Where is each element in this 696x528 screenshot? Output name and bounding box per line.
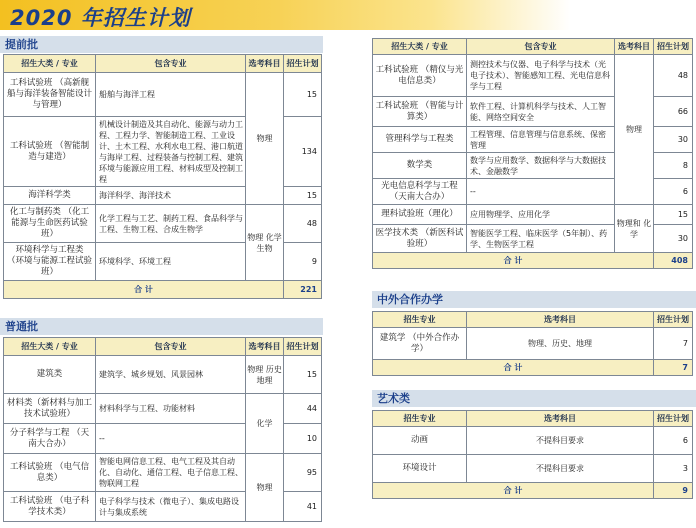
col-header-subjects: 选考科目: [615, 39, 654, 55]
category-cell: 环境科学与工程类 （环境与能源工程试验班）: [4, 243, 96, 281]
total-row: [4, 281, 322, 299]
plan-cell: 9: [284, 243, 322, 281]
table-header-row: [4, 338, 322, 356]
sino-foreign-table: [372, 311, 693, 376]
plan-cell: 66: [654, 97, 693, 127]
plan-cell: 41: [284, 492, 322, 522]
category-cell: 数学类: [373, 153, 467, 179]
majors-cell: 建筑学、城乡规划、风景园林: [96, 356, 246, 394]
total-value: 408: [654, 253, 693, 269]
total-value: 9: [654, 483, 693, 499]
plan-cell: 95: [284, 454, 322, 492]
col-header-plan: 招生计划: [284, 55, 322, 73]
title-banner: [0, 0, 696, 30]
section-sino-foreign-header: [372, 291, 696, 308]
category-cell: 工科试验班 （智能与计算类）: [373, 97, 467, 127]
majors-cell: 工程管理、信息管理与信息系统、保密管理: [467, 127, 615, 153]
col-header-plan: 招生计划: [654, 39, 693, 55]
col-header-majors: 包含专业: [96, 55, 246, 73]
plan-cell: 15: [284, 73, 322, 117]
majors-cell: 海洋科学、海洋技术: [96, 187, 246, 205]
majors-cell: 电子科学与技术（微电子）、集成电路设计与集成系统: [96, 492, 246, 522]
category-cell: 管理科学与工程类: [373, 127, 467, 153]
category-cell: 工科试验班 （电气信息类）: [4, 454, 96, 492]
major-cell: 动画: [373, 427, 467, 455]
col-header-category: 招生大类 / 专业: [373, 39, 467, 55]
col-header-subjects: 选考科目: [467, 411, 654, 427]
table-header-row: [373, 411, 693, 427]
majors-cell: 数学与应用数学、数据科学与大数据技术、金融数学: [467, 153, 615, 179]
page-title: 2020 年招生计划: [10, 6, 191, 30]
subjects-cell: 物理: [615, 55, 654, 205]
section-putong-header: [0, 318, 323, 335]
majors-cell: 应用物理学、应用化学: [467, 205, 615, 225]
putong-table: [3, 337, 322, 522]
category-cell: 建筑类: [4, 356, 96, 394]
plan-cell: 7: [654, 328, 693, 360]
category-cell: 分子科学与工程 （天南大合办）: [4, 424, 96, 454]
section-tiqian-title: 提前批: [5, 38, 38, 51]
table-row: [4, 73, 322, 117]
plan-cell: 3: [654, 455, 693, 483]
majors-cell: 测控技术与仪器、电子科学与技术（光电子技术）、智能感知工程、光电信息科学与工程: [467, 55, 615, 97]
col-header-major: 招生专业: [373, 411, 467, 427]
col-header-category: 招生大类 / 专业: [4, 338, 96, 356]
subjects-cell: 物理 历史 地理: [246, 356, 284, 394]
subjects-cell: 物理和 化学: [615, 205, 654, 253]
table-row: [373, 427, 693, 455]
plan-cell: 10: [284, 424, 322, 454]
majors-cell: 材料科学与工程、功能材料: [96, 394, 246, 424]
category-cell: 医学技术类 （新医科试验班）: [373, 225, 467, 253]
col-header-plan: 招生计划: [654, 411, 693, 427]
right-table: [372, 38, 693, 269]
table-header-row: [373, 39, 693, 55]
subjects-cell: 物理: [246, 73, 284, 205]
table-row: [373, 455, 693, 483]
total-value: 221: [284, 281, 322, 299]
table-row: [4, 356, 322, 394]
plan-cell: 48: [284, 205, 322, 243]
col-header-plan: 招生计划: [654, 312, 693, 328]
category-cell: 工科试验班 （高新舰船与海洋装备智能设计与管理）: [4, 73, 96, 117]
table-row: [373, 205, 693, 225]
subjects-cell: 物理 化学 生物: [246, 205, 284, 281]
majors-cell: --: [467, 179, 615, 205]
total-value: 7: [654, 360, 693, 376]
category-cell: 化工与制药类 （化工能源与生命医药试验班）: [4, 205, 96, 243]
table-header-row: [4, 55, 322, 73]
col-header-majors: 包含专业: [467, 39, 615, 55]
section-tiqian-header: [0, 36, 323, 53]
subjects-cell: 不提科目要求: [467, 427, 654, 455]
plan-cell: 48: [654, 55, 693, 97]
plan-cell: 6: [654, 179, 693, 205]
tiqian-table: [3, 54, 322, 299]
total-row: [373, 253, 693, 269]
table-row: [4, 394, 322, 424]
table-header-row: [373, 312, 693, 328]
plan-cell: 15: [284, 356, 322, 394]
majors-cell: 软件工程、计算机科学与技术、人工智能、网络空间安全: [467, 97, 615, 127]
total-label: 合 计: [373, 483, 654, 499]
plan-cell: 134: [284, 117, 322, 187]
total-label: 合 计: [4, 281, 284, 299]
section-arts-title: 艺术类: [377, 392, 410, 405]
arts-table: [372, 410, 693, 499]
col-header-majors: 包含专业: [96, 338, 246, 356]
majors-cell: --: [96, 424, 246, 454]
table-row: [373, 328, 693, 360]
col-header-plan: 招生计划: [284, 338, 322, 356]
majors-cell: 船舶与海洋工程: [96, 73, 246, 117]
total-label: 合 计: [373, 360, 654, 376]
category-cell: 海洋科学类: [4, 187, 96, 205]
plan-cell: 15: [284, 187, 322, 205]
col-header-subjects: 选考科目: [246, 338, 284, 356]
total-label: 合 计: [373, 253, 654, 269]
subjects-cell: 不提科目要求: [467, 455, 654, 483]
plan-cell: 6: [654, 427, 693, 455]
category-cell: 理科试验班（理化）: [373, 205, 467, 225]
col-header-major: 招生专业: [373, 312, 467, 328]
subjects-cell: 物理: [246, 454, 284, 522]
col-header-subjects: 选考科目: [246, 55, 284, 73]
majors-cell: 环境科学、环境工程: [96, 243, 246, 281]
category-cell: 材料类（新材料与加工技术试验班）: [4, 394, 96, 424]
major-cell: 环境设计: [373, 455, 467, 483]
category-cell: 工科试验班 （电子科学技术类）: [4, 492, 96, 522]
majors-cell: 智能电网信息工程、电气工程及其自动化、自动化、通信工程、电子信息工程、物联网工程: [96, 454, 246, 492]
majors-cell: 化学工程与工艺、制药工程、食品科学与工程、生物工程、合成生物学: [96, 205, 246, 243]
section-putong-title: 普通批: [5, 320, 38, 333]
plan-cell: 30: [654, 225, 693, 253]
major-cell: 建筑学 （中外合作办学）: [373, 328, 467, 360]
col-header-category: 招生大类 / 专业: [4, 55, 96, 73]
majors-cell: 机械设计制造及其自动化、能源与动力工程、工程力学、智能制造工程、工业设计、土木工程、水利水电工程、港口航道与海岸工程、过程装备与控制工程、建筑环境与能源应用工程、材料成型及控制工程: [96, 117, 246, 187]
total-row: [373, 360, 693, 376]
category-cell: 工科试验班 （精仪与光电信息类）: [373, 55, 467, 97]
section-arts-header: [372, 390, 696, 407]
plan-cell: 44: [284, 394, 322, 424]
total-row: [373, 483, 693, 499]
plan-cell: 30: [654, 127, 693, 153]
col-header-subjects: 选考科目: [467, 312, 654, 328]
plan-cell: 15: [654, 205, 693, 225]
subjects-cell: 化学: [246, 394, 284, 454]
majors-cell: 智能医学工程、临床医学（5年制）、药学、生物医学工程: [467, 225, 615, 253]
plan-cell: 8: [654, 153, 693, 179]
category-cell: 光电信息科学与工程 （天南大合办）: [373, 179, 467, 205]
subjects-cell: 物理、历史、地理: [467, 328, 654, 360]
category-cell: 工科试验班 （智能制造与建造）: [4, 117, 96, 187]
table-row: [373, 55, 693, 97]
section-sino-foreign-title: 中外合作办学: [377, 293, 443, 306]
table-row: [4, 454, 322, 492]
table-row: [4, 205, 322, 243]
